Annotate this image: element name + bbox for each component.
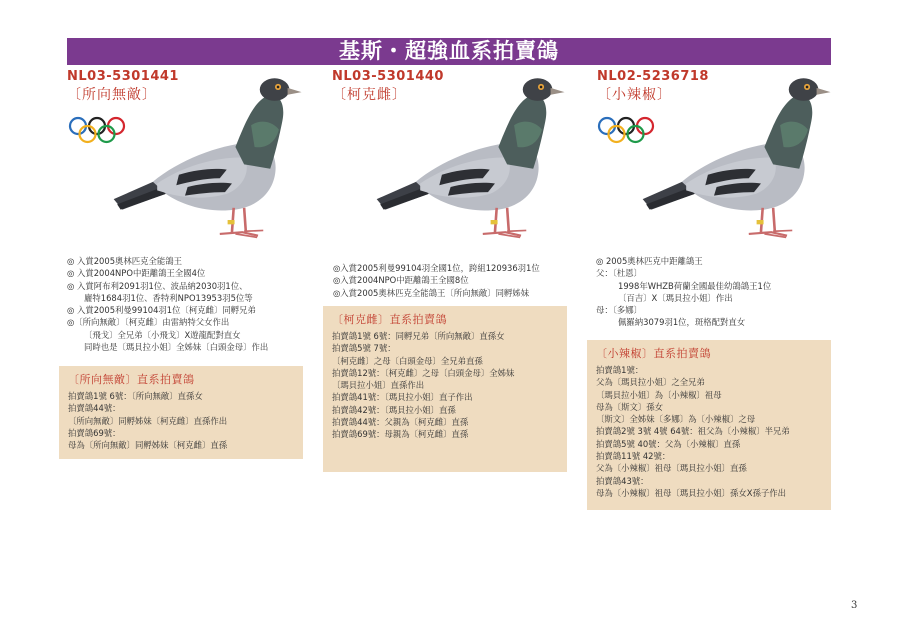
achievement-line: ◎入賞2004NPO中距離鴿王全國8位 — [333, 275, 469, 286]
ring-number: NL03-5301441 — [67, 69, 179, 84]
pigeon-photo — [105, 70, 305, 250]
achievement-line: ◎ 2005奧林匹克中距離鴿王 — [596, 256, 703, 266]
auction-line: 拍賣鴿43號： — [596, 475, 649, 486]
achievements-list — [333, 262, 540, 299]
auction-line: 拍賣鴿11號 42號： — [596, 451, 671, 462]
auction-line: 拍賣鴿5號 40號：父為〔小辣椒〕直孫 — [596, 438, 741, 449]
achievement-line: ◎ 入賞阿布利2091羽1位、波品納2030羽1位、 — [67, 280, 248, 291]
auction-line: 〔瑪貝拉小姐〕為〔小辣椒〕祖母 — [596, 389, 722, 400]
achievement-line: 1998年WHZB荷蘭全國最佳幼鴿鴿王1位 — [618, 280, 772, 291]
pigeon-photo — [634, 70, 834, 250]
achievements-list — [596, 255, 771, 329]
achievement-line: 廲特1684羽1位、香特利NPO13953羽5位等 — [84, 292, 253, 303]
auction-line: 拍賣鴿44號： — [68, 403, 121, 414]
auction-line: 拍賣鴿42號：〔瑪貝拉小姐〕直孫 — [332, 404, 456, 415]
auction-line: 拍賣鴿1號： — [596, 365, 644, 375]
auction-line: 母為〔斯文〕孫女 — [596, 401, 663, 412]
achievement-line: 〔飛戈〕全兄弟〔小飛戈〕X遊龍配對直女 — [84, 329, 241, 340]
auction-line: 拍賣鴿44號：父親為〔柯克雌〕直孫 — [332, 417, 469, 428]
auction-line: 父為〔小辣椒〕祖母〔瑪貝拉小姐〕直孫 — [596, 463, 747, 474]
pigeon-name: 〔柯克雌〕 — [332, 87, 407, 103]
achievement-line: ◎ 入賞2005利曼99104羽1位〔柯克雌〕同孵兄弟 — [67, 305, 256, 316]
auction-line: 拍賣鴿41號：〔瑪貝拉小姐〕直子作出 — [332, 392, 473, 403]
achievements-list — [67, 255, 268, 353]
auction-line: 〔瑪貝拉小姐〕直孫作出 — [332, 380, 425, 391]
achievement-line: ◎ 入賞2004NPO中距離鴿王全國4位 — [67, 268, 206, 279]
achievement-line: ◎〔所向無敵〕〔柯克雌〕由雷納特父女作出 — [67, 317, 230, 328]
auction-box — [59, 366, 303, 459]
ring-number: NL02-5236718 — [597, 69, 709, 84]
auction-box-title: 〔柯克雌〕直系拍賣鴿 — [332, 313, 447, 326]
auction-box-title: 〔小辣椒〕直系拍賣鴿 — [596, 347, 711, 360]
auction-line: 〔所向無敵〕同孵姊妹〔柯克雌〕直孫作出 — [68, 415, 228, 426]
auction-line: 拍賣鴿69號：母親為〔柯克雌〕直孫 — [332, 429, 469, 440]
auction-line: 拍賣鴿1號 6號：同孵兄弟〔所向無敵〕直孫女 — [332, 331, 505, 341]
pigeon-photo — [368, 70, 568, 250]
auction-line: 父為〔瑪貝拉小姐〕之全兄弟 — [596, 377, 705, 388]
achievement-line: ◎入賞2005奧林匹克全能鴿王〔所向無敵〕同孵姊妹 — [333, 287, 530, 298]
auction-line: 〔柯克雌〕之母〔白頭金母〕全兄弟直孫 — [332, 355, 483, 366]
pigeon-name: 〔小辣椒〕 — [597, 87, 672, 103]
achievement-line: ◎ 入賞2005奧林匹克全能鴿王 — [67, 256, 183, 266]
auction-line: 〔斯文〕全姊妹〔多娜〕為〔小辣椒〕之母 — [596, 414, 756, 425]
auction-box — [587, 340, 831, 510]
page-title: 基斯・超強血系拍賣鴿 — [67, 38, 831, 65]
auction-line: 母為〔所向無敵〕同孵姊妹〔柯克雌〕直孫 — [68, 440, 228, 451]
achievement-line: 父：〔杜恩〕 — [596, 268, 643, 279]
page-number: 3 — [851, 600, 858, 611]
auction-line: 拍賣鴿2號 3號 4號 64號：祖父為〔小辣椒〕半兄弟 — [596, 426, 790, 437]
auction-line: 母為〔小辣椒〕祖母〔瑪貝拉小姐〕孫女X孫子作出 — [596, 487, 786, 498]
pigeon-name: 〔所向無敵〕 — [67, 87, 157, 103]
auction-line: 拍賣鴿69號： — [68, 427, 121, 438]
achievement-line: 同時也是〔瑪貝拉小姐〕全姊妹〔白頭金母〕作出 — [84, 342, 269, 353]
achievement-line: 〔百吉〕X〔瑪貝拉小姐〕作出 — [618, 292, 733, 303]
achievement-line: ◎入賞2005利曼99104羽全國1位，跨組120936羽1位 — [333, 263, 540, 273]
auction-line: 拍賣鴿1號 6號：〔所向無敵〕直孫女 — [68, 391, 203, 401]
auction-box — [323, 306, 567, 472]
auction-box-title: 〔所向無敵〕直系拍賣鴿 — [68, 373, 195, 386]
achievement-line: 佩羅納3079羽1位，斑格配對直女 — [618, 317, 746, 328]
achievement-line: 母：〔多娜〕 — [596, 305, 643, 316]
auction-line: 拍賣鴿5號 7號： — [332, 343, 396, 354]
auction-line: 拍賣鴿12號：〔柯克雌〕之母〔白頭金母〕全姊妹 — [332, 367, 515, 378]
ring-number: NL03-5301440 — [332, 69, 444, 84]
